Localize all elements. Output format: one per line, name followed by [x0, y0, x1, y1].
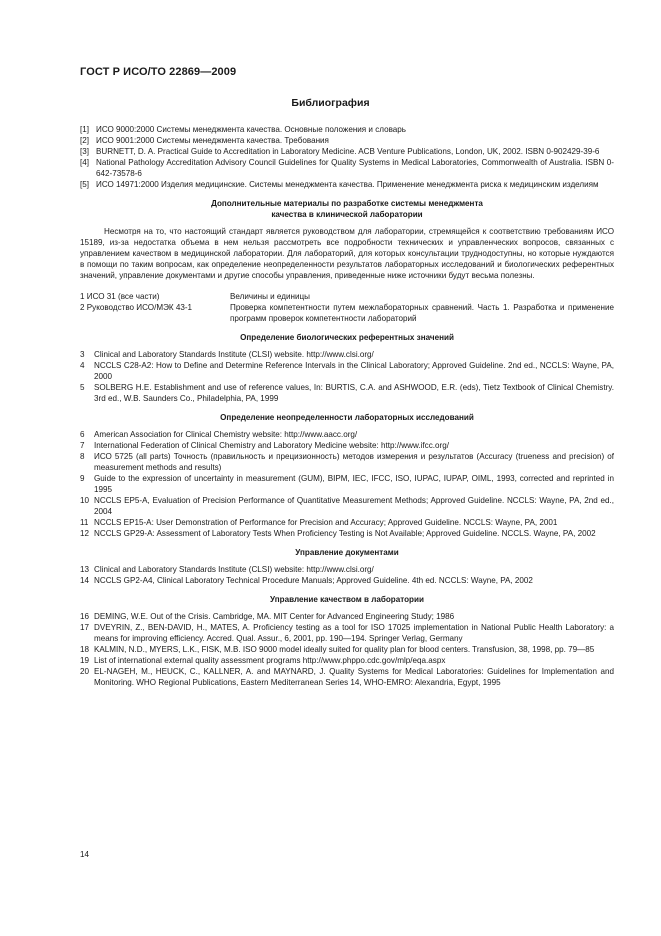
- reference-text: SOLBERG H.E. Establishment and use of reference values, In: BURTIS, C.A. and ASHWOOD, E.R. (eds), Tietz Textbook of Clinical Chemistry. 3rd ed., W.B. Saunders Co., Philadelphia, PA, 1999: [94, 383, 614, 403]
- reference-number: 12: [80, 529, 90, 538]
- section-heading: Управление качеством в лаборатории: [270, 595, 424, 604]
- reference-text: KALMIN, N.D., MYERS, L.K., FISK, M.B. ISO 9000 model ideally suited for quality plan for blood centers. Transfusion, 38, 1998, pp. 79—85: [94, 645, 595, 654]
- reference-text: DVEYRIN, Z., BEN-DAVID, H., MATES, A. Proficiency testing as a tool for ISO 17025 implementation in National Public Health Laboratory: a means for improving efficiency. Accred. Qual. Assur., 6, 2001, pp. 190—194. Springer Verlag, Germany: [94, 623, 614, 643]
- reference-text: NCCLS GP29-A: Assessment of Laboratory Tests When Proficiency Testing is Not Available; Approved Guideline. NCCLS. Wayne, PA, 2002: [94, 529, 596, 538]
- reference-text: International Federation of Clinical Chemistry and Laboratory Medicine website: http://www.ifcc.org/: [94, 441, 449, 450]
- reference-number: 16: [80, 612, 90, 621]
- reference-item: [80, 655, 614, 666]
- standards-row: [80, 291, 614, 302]
- reference-text: List of international external quality assessment programs http://www.phppo.cdc.gov/mlp/eqa.aspx: [94, 656, 446, 665]
- section-heading: Определение биологических референтных значений: [240, 333, 454, 342]
- reference-text: ИСО 14971:2000 Изделия медицинские. Системы менеджмента качества. Применение менеджмента риска к медицинским изделиям: [96, 180, 599, 189]
- reference-text: Clinical and Laboratory Standards Institute (CLSI) website: http://www.clsi.org/: [94, 565, 374, 574]
- reference-number: [4]: [80, 158, 89, 167]
- reference-item: [80, 179, 614, 190]
- standard-designation: 2 Руководство ИСО/МЭК 43-1: [80, 303, 193, 312]
- reference-number: 4: [80, 361, 85, 370]
- reference-number: [1]: [80, 125, 89, 134]
- reference-item: [80, 611, 614, 622]
- reference-text: NCCLS EP5-A, Evaluation of Precision Performance of Quantitative Measurement Methods; Approved Guideline. NCCLS: Wayne, PA, 2nd ed., 2004: [94, 496, 614, 516]
- bibliography-title: Библиография: [291, 97, 370, 109]
- reference-item: [80, 644, 614, 655]
- bibliography-sections: [80, 324, 614, 688]
- reference-item: [80, 360, 614, 382]
- reference-item: [80, 495, 614, 517]
- reference-item: [80, 517, 614, 528]
- page-number: 14: [80, 850, 90, 859]
- reference-item: [80, 564, 614, 575]
- reference-number: 14: [80, 576, 90, 585]
- reference-text: DEMING, W.E. Out of the Crisis. Cambridge, MA. MIT Center for Advanced Engineering Study; 1986: [94, 612, 455, 621]
- additional-paragraph: Несмотря на то, что настоящий стандарт является руководством для лаборатории, стремящейся к соответствию требованиям ИСО 15189, из-за недостатка объема в нем нельзя рассмотреть все подробности технических и управленческих вопросов, связанных с управлением качеством в медицинской лаборатории. Для лабораторий, для которых консультации труднодоступны, но которые нуждаются в помощи по таким вопросам, как определение неопределенности результатов лабораторных исследований и биологических референтных значений, управление документами и другие способы управления, приведенные ниже источники будут весьма полезны.: [80, 227, 614, 280]
- reference-number: [5]: [80, 180, 89, 189]
- reference-number: 11: [80, 518, 89, 527]
- reference-number: 20: [80, 667, 90, 676]
- reference-item: [80, 666, 614, 688]
- reference-item: [80, 429, 614, 440]
- standard-title: Величины и единицы: [230, 292, 310, 301]
- reference-number: [2]: [80, 136, 89, 145]
- reference-item: [80, 440, 614, 451]
- bibliography-section: [80, 404, 614, 539]
- reference-text: Guide to the expression of uncertainty in measurement (GUM), BIPM, IEC, IFCC, ISO, IUPAC, IUPAP, OIML, 1993, corrected and reprinted in 1995: [94, 474, 614, 494]
- reference-text: ИСО 9001:2000 Системы менеджмента качества. Требования: [96, 136, 329, 145]
- reference-text: NCCLS EP15-A: User Demonstration of Performance for Precision and Accuracy; Approved Guideline. NCCLS: Wayne, PA, 2001: [94, 518, 558, 527]
- reference-number: 19: [80, 656, 90, 665]
- standard-title: Проверка компетентности путем межлабораторных сравнений. Часть 1. Разработка и применение программ проверок компетентности лабораторий: [230, 303, 614, 323]
- reference-text: ИСО 9000:2000 Системы менеджмента качества. Основные положения и словарь: [96, 125, 406, 134]
- section-heading: Определение неопределенности лабораторных исследований: [220, 413, 474, 422]
- bibliography-section: [80, 539, 614, 586]
- reference-item: [80, 528, 614, 539]
- reference-item: [80, 146, 614, 157]
- additional-heading-line1: Дополнительные материалы по разработке системы менеджмента: [211, 199, 483, 208]
- reference-item: [80, 473, 614, 495]
- reference-item: [80, 349, 614, 360]
- reference-number: 17: [80, 623, 90, 632]
- reference-number: [3]: [80, 147, 89, 156]
- reference-text: Clinical and Laboratory Standards Institute (CLSI) website. http://www.clsi.org/: [94, 350, 374, 359]
- reference-number: 9: [80, 474, 85, 483]
- additional-heading-line2: качества в клинической лаборатории: [271, 210, 423, 219]
- bibliography-section: [80, 586, 614, 688]
- reference-item: [80, 124, 614, 135]
- reference-number: 18: [80, 645, 90, 654]
- reference-item: [80, 157, 614, 179]
- reference-text: ИСО 5725 (all parts) Точность (правильность и прецизионность) методов измерения и результатов (Accuracy (trueness and precision) of measurement methods and results): [94, 452, 614, 472]
- reference-item: [80, 135, 614, 146]
- reference-number: 10: [80, 496, 90, 505]
- document-header: ГОСТ Р ИСО/ТО 22869—2009: [80, 66, 237, 78]
- reference-item: [80, 451, 614, 473]
- reference-text: EL-NAGEH, M., HEUCK, C., KALLNER, A. and MAYNARD, J. Quality Systems for Medical Laboratories: Guidelines for Implementation and Monitoring. WHO Regional Publications, Eastern Mediterranean Series 14, WHO-EMRO: Alexandria, Egypt, 1995: [94, 667, 614, 687]
- reference-number: 8: [80, 452, 85, 461]
- reference-text: NCCLS C28-A2: How to Define and Determine Reference Intervals in the Clinical Laboratory; Approved Guideline. 2nd ed., NCCLS: Wayne, PA, 2000: [94, 361, 614, 381]
- section-heading: Управление документами: [295, 548, 399, 557]
- reference-text: American Association for Clinical Chemistry website: http://www.aacc.org/: [94, 430, 358, 439]
- reference-number: 13: [80, 565, 90, 574]
- bibliography-section: [80, 324, 614, 404]
- reference-number: 3: [80, 350, 85, 359]
- bibliography-content: [80, 124, 614, 688]
- reference-text: National Pathology Accreditation Advisory Council Guidelines for Quality Systems in Medical Laboratories, Commonwealth of Australia. ISBN 0-642-73578-6: [96, 158, 614, 178]
- standard-designation: 1 ИСО 31 (все части): [80, 292, 160, 301]
- reference-number: 7: [80, 441, 85, 450]
- standards-table: [80, 291, 614, 324]
- main-reference-list: [80, 124, 614, 190]
- reference-text: NCCLS GP2-A4, Clinical Laboratory Technical Procedure Manuals; Approved Guideline. 4th ed. NCCLS: Wayne, PA, 2002: [94, 576, 533, 585]
- standards-row: [80, 302, 614, 324]
- reference-item: [80, 575, 614, 586]
- reference-number: 5: [80, 383, 85, 392]
- reference-item: [80, 622, 614, 644]
- reference-text: BURNETT, D. A. Practical Guide to Accreditation in Laboratory Medicine. ACB Venture Publications, London, UK, 2002. ISBN 0-902429-39-6: [96, 147, 600, 156]
- reference-item: [80, 382, 614, 404]
- reference-number: 6: [80, 430, 85, 439]
